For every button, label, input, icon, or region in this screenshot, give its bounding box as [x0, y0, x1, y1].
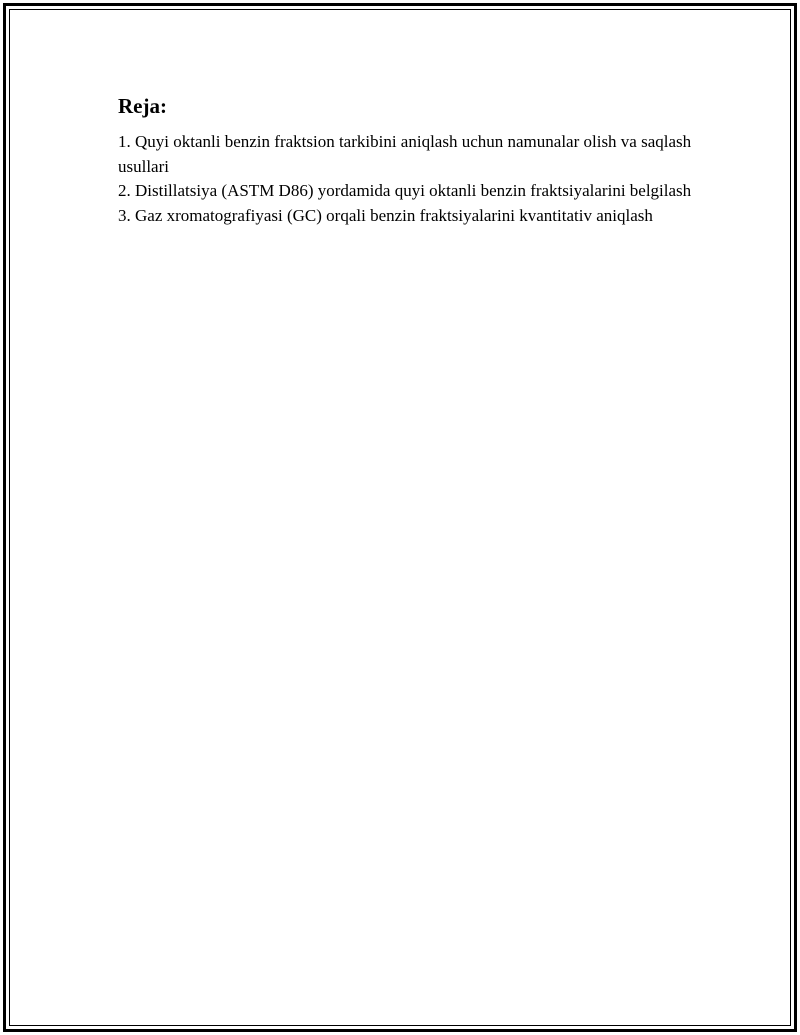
plan-heading: Reja: — [118, 94, 167, 118]
document-content — [118, 92, 698, 228]
plan-list — [118, 130, 698, 228]
plan-item-sampling: 1. Quyi oktanli benzin fraktsion tarkibini aniqlash uchun namunalar olish va saqlash usullari — [118, 132, 692, 176]
plan-item-distillation: 2. Distillatsiya (ASTM D86) yordamida quyi oktanli benzin fraktsiyalarini belgilash — [118, 181, 692, 200]
plan-item-gas-chromatography: 3. Gaz xromatografiyasi (GC) orqali benzin fraktsiyalarini kvantitativ aniqlash — [118, 205, 653, 225]
